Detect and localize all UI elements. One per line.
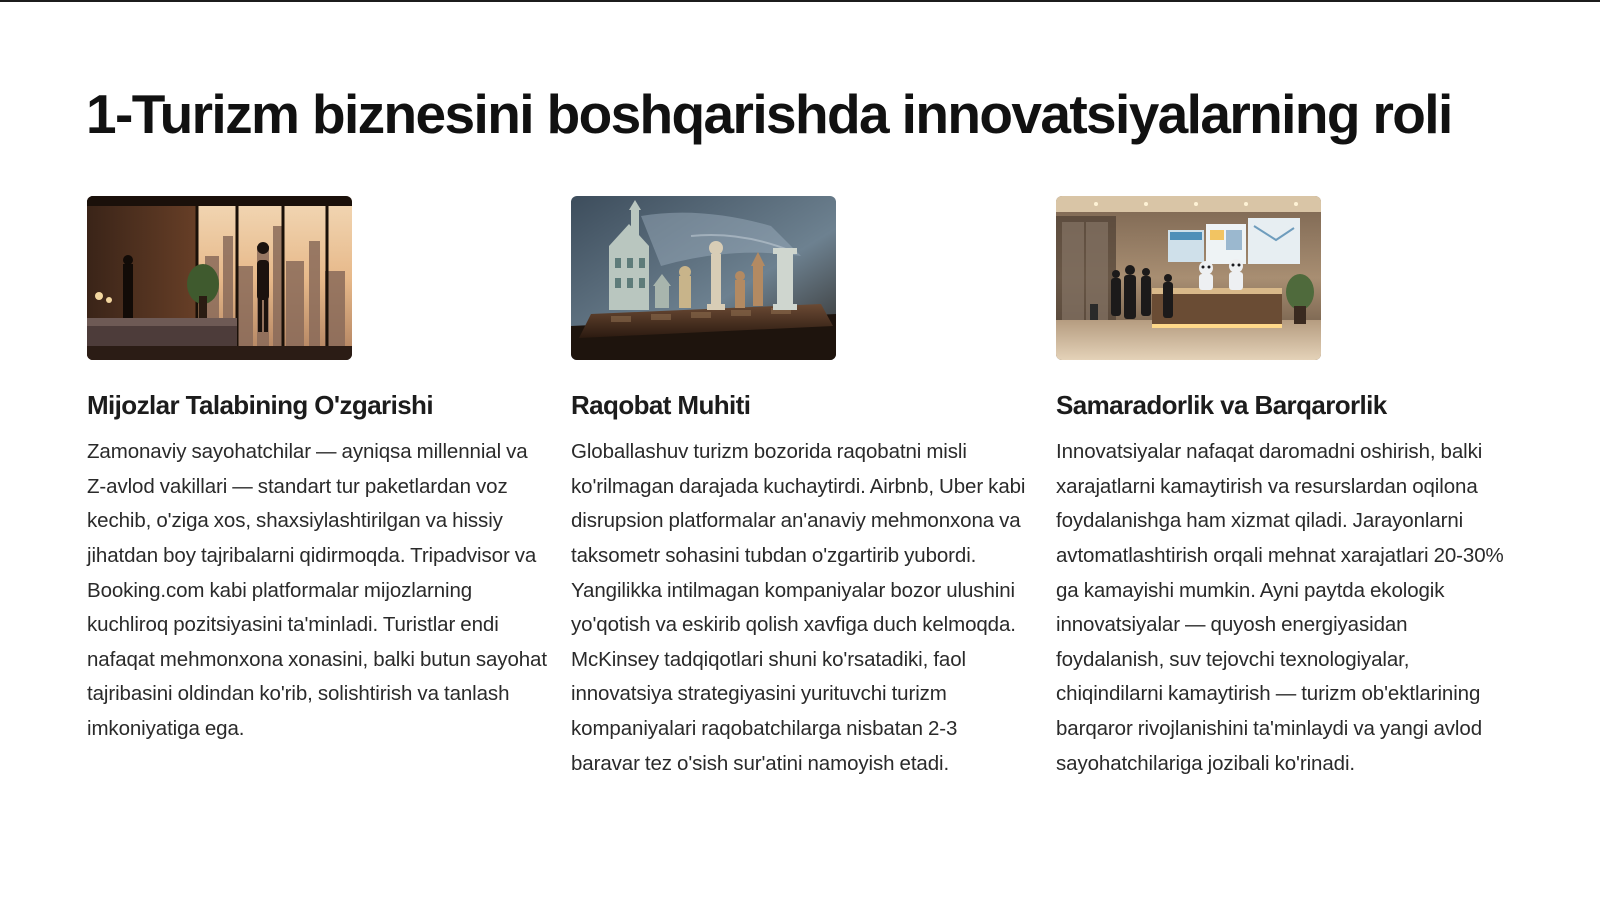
column-heading: Samaradorlik va Barqarorlik bbox=[1056, 390, 1387, 420]
hotel-lobby-robots-image bbox=[1056, 196, 1321, 360]
column-heading: Raqobat Muhiti bbox=[571, 390, 751, 420]
hotel-room-city-view-image bbox=[87, 196, 352, 360]
column-competitive-environment bbox=[571, 196, 1031, 781]
column-heading: Mijozlar Talabining O'zgarishi bbox=[87, 390, 433, 420]
column-body-text: Innovatsiyalar nafaqat daromadni oshirish, balki xarajatlarni kamaytirish va resurslardan oqilona foydalanishga ham xizmat qiladi. Jarayonlarni avtomatlashtirish orqali mehnat xarajatlari 20-30% ga kamayishi mumkin. Ayni paytda ekologik innovatsiyalar — quyosh energiyasidan foydalanish, suv tejovchi texnologiyalar, chiqindilarni kamaytirish — turizm ob'ektlarining barqaror rivojlanishini ta'minlaydi va yangi avlod sayohatchilariga jozibali ko'rinadi. bbox=[1056, 440, 1504, 775]
slide-title: 1-Turizm biznesini boshqarishda innovatsiyalarning roli bbox=[86, 83, 1452, 145]
column-body-text: Globallashuv turizm bozorida raqobatni misli ko'rilmagan darajada kuchaytirdi. Airbnb, Uber kabi disrupsion platformalar an'anaviy mehmonxona va taksometr sohasini tubdan o'zgartirib yubordi. Yangilikka intilmagan kompaniyalar bozor ulushini yo'qotish va eskirib qolish xavfiga duch kelmoqda. McKinsey tadqiqotlari shuni ko'rsatadiki, faol innovatsiya strategiyasini yurituvchi turizm kompaniyalari raqobatchilarga nisbatan 2-3 baravar tez o'sish sur'atini namoyish etadi. bbox=[571, 440, 1026, 775]
column-customer-demand bbox=[87, 196, 547, 747]
column-efficiency-sustainability bbox=[1056, 196, 1516, 781]
top-border-line bbox=[0, 0, 1600, 2]
column-body-text: Zamonaviy sayohatchilar — ayniqsa millennial va Z-avlod vakillari — standart tur paketlardan voz kechib, o'ziga xos, shaxsiylashtirilgan va hissiy jihatdan boy tajribalarni qidirmoqda. Tripadvisor va Booking.com kabi platformalar mijozlarning kuchliroq pozitsiyasini ta'minladi. Turistlar endi nafaqat mehmonxona xonasini, balki butun sayohat tajribasini oldindan ko'rib, solishtirish va tanlash imkoniyatiga ega. bbox=[87, 440, 547, 740]
chess-board-landmarks-image bbox=[571, 196, 836, 360]
